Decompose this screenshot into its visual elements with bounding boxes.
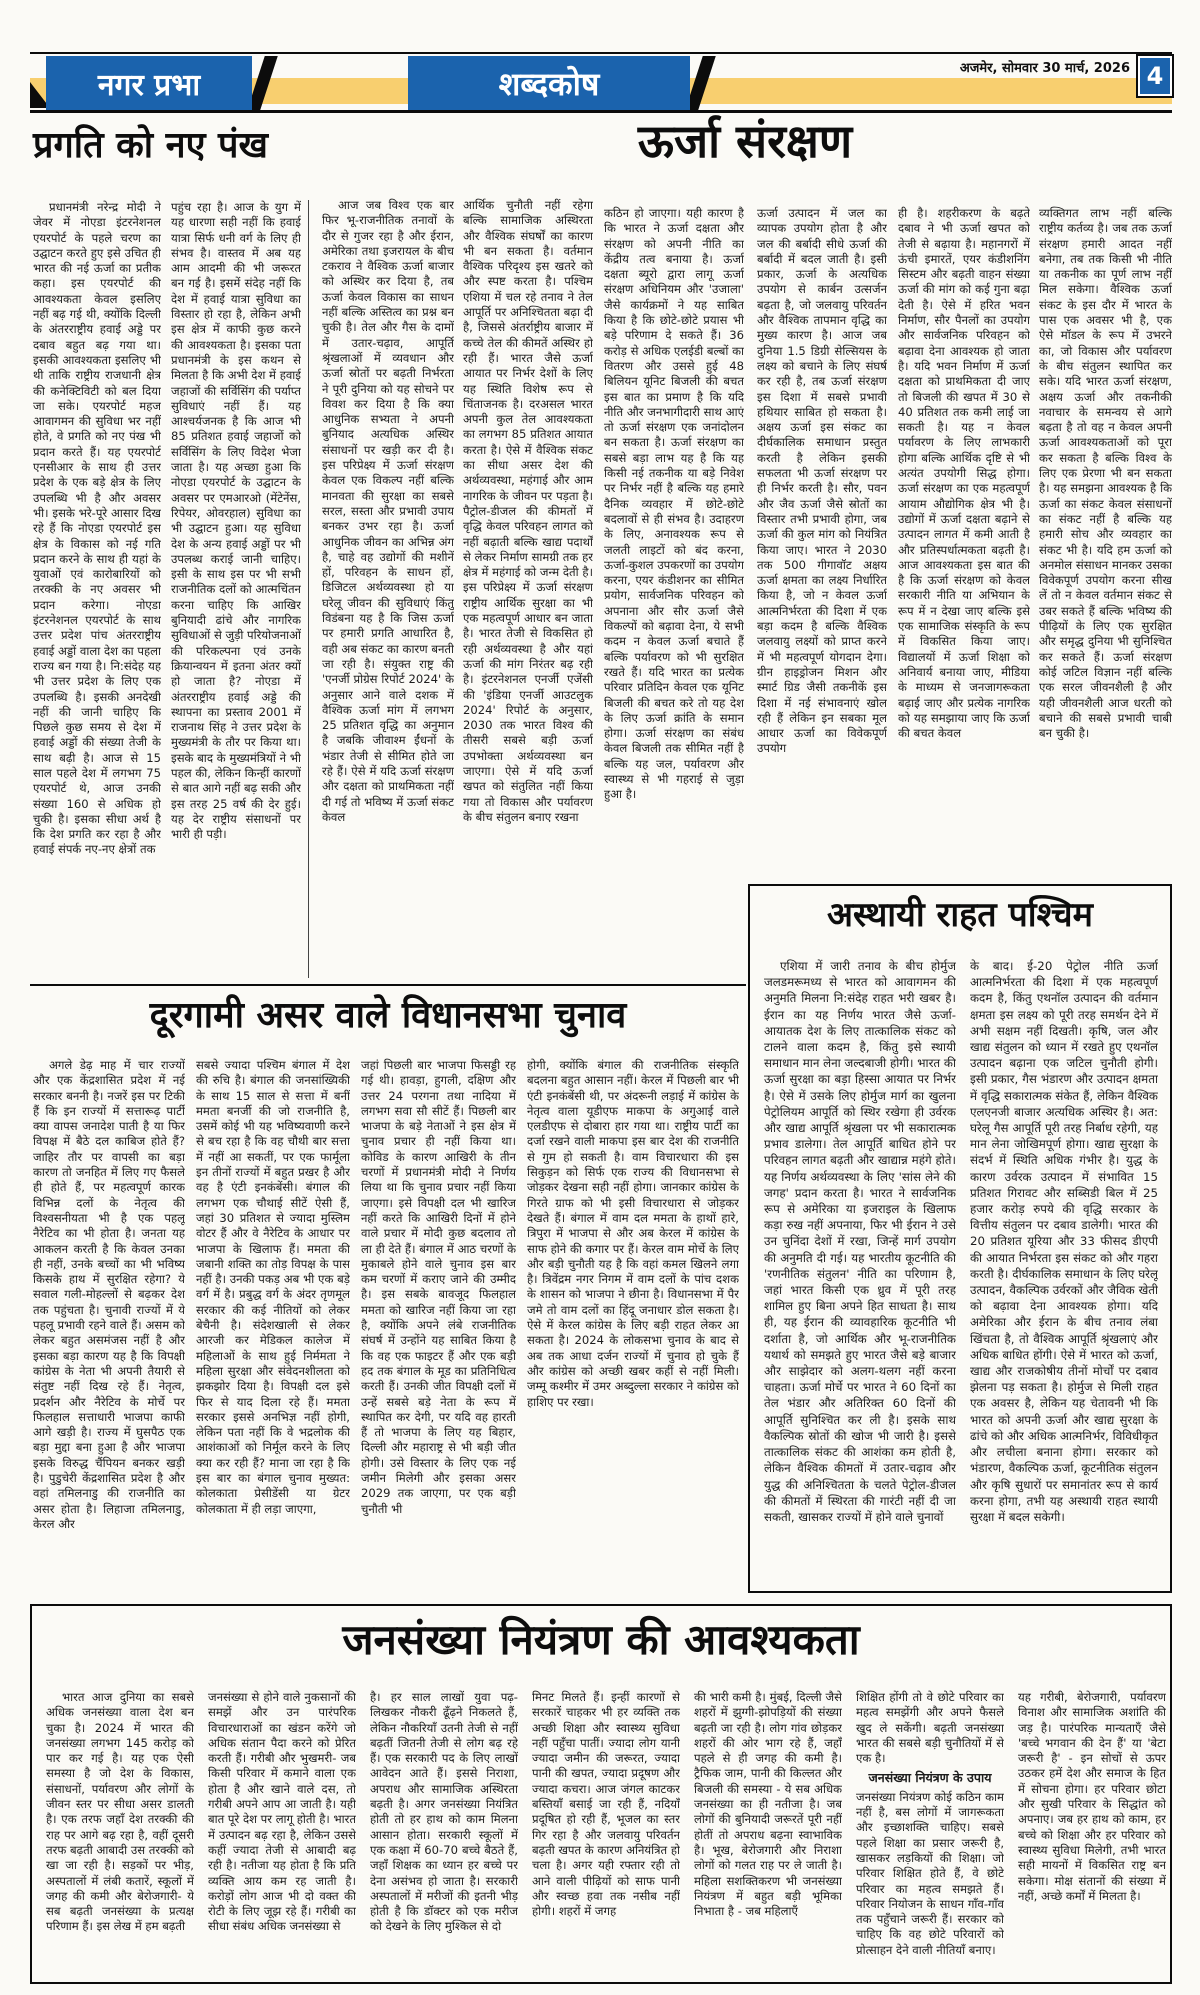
article-column: आर्थिक चुनौती नहीं रहेगा बल्कि सामाजिक अस्थिरता और वैश्विक संघर्षों का कारण भी बन सकता है। वर्तमान वैश्विक परिदृश्य इस खतरे को और स्पष्ट करता है। पश्चिम एशिया में चल रहे तनाव ने तेल आपूर्ति पर अनिश्चितता बढ़ा दी है, जिससे अंतर्राष्ट्रीय बाजार में कच्चे तेल की कीमतें अस्थिर हो रही हैं। भारत जैसे ऊर्जा आयात पर निर्भर देशों के लिए यह स्थिति विशेष रूप से चिंताजनक है। दरअसल भारत अपनी कुल तेल आवश्यकता का लगभग 85 प्रतिशत आयात करता है। ऐसे में वैश्विक संकट का सीधा असर देश की अर्थव्यवस्था, महंगाई और आम नागरिक के जीवन पर पड़ता है। पैट्रोल-डीजल की कीमतों में वृद्धि केवल परिवहन लागत को नहीं बढ़ाती बल्कि खाद्य पदार्थों से लेकर निर्माण सामग्री तक हर क्षेत्र में महंगाई को जन्म देती है। इस परिप्रेक्ष्य में ऊर्जा संरक्षण राष्ट्रीय आर्थिक सुरक्षा का भी एक महत्वपूर्ण आधार बन जाता है। भारत तेजी से विकसित हो रही अर्थव्यवस्था है और यहां ऊर्जा की मांग निरंतर बढ़ रही है। इंटरनेशनल एनर्जी एजेंसी की 'इंडिया एनर्जी आउटलुक 2024' रिपोर्ट के अनुसार, 2030 तक भारत विश्व की तीसरी सबसे बड़ी ऊर्जा उपभोक्ता अर्थव्यवस्था बन जाएगा। ऐसे में यदि ऊर्जा खपत को संतुलित नहीं किया गया तो विकास और पर्यावरण के बीच संतुलन बनाए रखना bbox=[463, 198, 593, 824]
section-title bbox=[408, 56, 690, 110]
article-column: जहां पिछली बार भाजपा फिसड्डी रह गई थी। हावड़ा, हुगली, दक्षिण और उत्तर 24 परगना तथा नादिया में लगभग सवा सौ सीटें हैं। पिछली बार भाजपा के बड़े नेताओं ने इस क्षेत्र में चुनाव प्रचार ही नहीं किया था। कोविड के कारण आखिरी के तीन चरणों में प्रधानमंत्री मोदी ने निर्णय लिया था कि चुनाव प्रचार नहीं किया जाएगा। इसे विपक्षी दल भी खारिज नहीं करते कि आखिरी दिनों में होने वाले प्रचार में मोदी कुछ बदलाव तो ला ही देते हैं। बंगाल में आठ चरणों के मुकाबले होने वाले चुनाव इस बार कम चरणों में कराए जाने की उम्मीद है। इस सबके बावजूद फिलहाल ममता को खारिज नहीं किया जा रहा है, क्योंकि अपने लंबे राजनीतिक संघर्ष में उन्होंने यह साबित किया है कि वह एक फाइटर हैं और एक बड़ी हद तक बंगाल के मूड का प्रतिनिधित्व करती हैं। उनकी जीत विपक्षी दलों में उन्हें सबसे बड़े नेता के रूप में स्थापित कर देगी, पर यदि वह हारती हैं तो भाजपा के लिए यह बिहार, दिल्ली और महाराष्ट्र से भी बड़ी जीत होगी। उसे विस्तार के लिए एक नई जमीन मिलेगी और इसका असर 2029 तक जाएगा, पर एक बड़ी चुनौती भी bbox=[361, 1058, 516, 1516]
header-bottom-rule bbox=[30, 110, 1172, 113]
article-column: अगले डेढ़ माह में चार राज्यों और एक केंद्रशासित प्रदेश में नई सरकार बननी है। नजरें इस पर टिकी हैं कि इन राज्यों में सत्तारूढ़ पार्टी क्या वापस जनादेश पाती है या फिर विपक्ष में बैठे दल काबिज होते हैं? जाहिर तौर पर वापसी का बड़ा कारण तो जनहित में लिए गए फैसले ही होते हैं, पर महत्वपूर्ण कारक विभिन्न दलों के नेतृत्व की विश्वसनीयता भी है एक पहलू नैरेटिव का भी होता है। जनता यह आकलन करती है कि केवल उनका ही नहीं, उनके बच्चों का भी भविष्य किसके हाथ में सुरक्षित रहेगा? ये सवाल गली-मोहल्लों से बढ़कर देश तक पहुंचता है। चुनावी राज्यों में ये पहलू प्रभावी रहने वाले हैं। असम को लेकर बहुत असमंजस नहीं है और इसका बड़ा कारण यह है कि विपक्षी कांग्रेस के नेता भी अपनी तैयारी से संतुष्ट नहीं दिख रहे हैं। नेतृत्व, प्रदर्शन और नैरेटिव के मोर्चे पर फिलहाल सत्ताधारी भाजपा काफी आगे खड़ी है। राज्य में घुसपैठ एक बड़ा मुद्दा बना हुआ है और भाजपा इसके विरुद्ध चैंपियन बनकर खड़ी है। पुडुचेरी केंद्रशासित प्रदेश है और वहां तमिलनाडु की राजनीति का असर होता है। लिहाजा तमिलनाडु, केरल और bbox=[33, 1058, 185, 1531]
article-column: यह गरीबी, बेरोजगारी, पर्यावरण विनाश और सामाजिक अशांति की जड़ है। पारंपरिक मान्यताएँ जैसे 'बच्चे भगवान की देन हैं' या 'बेटा जरूरी है' - इन सोचों से ऊपर उठकर हमें देश और समाज के हित में सोचना होगा। हर परिवार छोटा और सुखी परिवार के सिद्धांत को अपनाए। जब हर हाथ को काम, हर बच्चे को शिक्षा और हर परिवार को स्वास्थ्य सुविधा मिलेगी, तभी भारत सही मायनों में विकसित राष्ट्र बन सकेगा। मोक्ष संतानों की संख्या में नहीं, अच्छे कर्मों में मिलता है। bbox=[1018, 1690, 1166, 1903]
article-jansankhya bbox=[30, 1604, 1172, 1984]
header-top-rule bbox=[30, 52, 1172, 54]
article-durgami-title: दूरगामी असर वाले विधानसभा चुनाव bbox=[149, 995, 627, 1036]
article-column: प्रधानमंत्री नरेन्द्र मोदी ने जेवर में नोएडा इंटरनेशनल एयरपोर्ट के पहले चरण का उद्घाटन करते हुए इसे उचित ही भारत की नई ऊर्जा का प्रतीक कहा। इस एयरपोर्ट की आवश्यकता केवल इसलिए नहीं बढ़ गई थी, क्योंकि दिल्ली के अंतरराष्ट्रीय हवाई अड्डे पर दबाव बहुत बढ़ गया था। इसकी आवश्यकता इसलिए भी थी ताकि राष्ट्रीय राजधानी क्षेत्र की कनेक्टिविटी को बल दिया जा सके। एयरपोर्ट महज आवागमन की सुविधा भर नहीं होते, वे प्रगति को नए पंख भी प्रदान करते हैं। यह एयरपोर्ट एनसीआर के साथ ही उत्तर प्रदेश के एक बड़े क्षेत्र के लिए उपलब्धि भी है और अवसर भी। इसके भरे-पूरे आसार दिख रहे हैं कि नोएडा एयरपोर्ट इस क्षेत्र के विकास को नई गति प्रदान करने के साथ ही यहां के युवाओं एवं कारोबारियों को तरक्की के नए अवसर भी प्रदान करेगा। नोएडा इंटरनेशनल एयरपोर्ट के साथ उत्तर प्रदेश पांच अंतरराष्ट्रीय हवाई अड्डों वाला देश का पहला राज्य बन गया है। नि:संदेह यह भी उत्तर प्रदेश के लिए एक उपलब्धि है। इसकी अनदेखी नहीं की जानी चाहिए कि पिछले कुछ समय से देश में हवाई अड्डों की संख्या तेजी के साथ बढ़ी है। आज से 15 साल पहले देश में लगभग 75 एयरपोर्ट थे, आज उनकी संख्या 160 से अधिक हो चुकी है। इसका सीधा अर्थ है कि देश प्रगति कर रहा है और हवाई संपर्क नए-नए क्षेत्रों तक bbox=[33, 200, 161, 857]
article-column: पहुंच रहा है। आज के युग में यह धारणा सही नहीं कि हवाई यात्रा सिर्फ धनी वर्ग के लिए ही संभव है। वास्तव में अब यह आम आदमी की भी जरूरत बन गई है। इसमें संदेह नहीं कि देश में हवाई यात्रा सुविधा का विस्तार हो रहा है, लेकिन अभी इस क्षेत्र में काफी कुछ करने की आवश्यकता है। इसका पता प्रधानमंत्री के इस कथन से मिलता है कि अभी देश में हवाई जहाजों की सर्विसिंग की पर्याप्त सुविधाएं नहीं हैं। यह आश्चर्यजनक है कि आज भी 85 प्रतिशत हवाई जहाजों को सर्विसिंग के लिए विदेश भेजा जाता है। यह अच्छा हुआ कि नोएडा एयरपोर्ट के उद्घाटन के अवसर पर एमआरओ (मेंटेनेंस, रिपेयर, ओवरहाल) सुविधा का भी उद्घाटन हुआ। यह सुविधा देश के अन्य हवाई अड्डों पर भी उपलब्ध कराई जानी चाहिए। इसी के साथ इस पर भी सभी राजनीतिक दलों को आत्मचिंतन करना चाहिए कि आखिर बुनियादी ढांचे और नागरिक सुविधाओं से जुड़ी परियोजनाओं की परिकल्पना एवं उनके क्रियान्वयन में इतना अंतर क्यों हो जाता है? नोएडा में अंतरराष्ट्रीय हवाई अड्डे की स्थापना का प्रस्ताव 2001 में राजनाथ सिंह ने उत्तर प्रदेश के मुख्यमंत्री के तौर पर किया था। इसके बाद के मुख्यमंत्रियों ने भी पहल की, लेकिन किन्हीं कारणों से बात आगे नहीं बढ़ सकी और इस तरह 25 वर्ष की देर हुई। यह देर राष्ट्रीय संसाधनों पर भारी ही पड़ी। bbox=[171, 200, 301, 842]
dateline-text: अजमेर, सोमवार 30 मार्च, 2026 bbox=[959, 61, 1130, 76]
article-asthayi-title: अस्थायी राहत पश्चिम bbox=[827, 895, 1093, 935]
article-column bbox=[856, 1690, 1004, 1970]
column-divider bbox=[308, 200, 309, 978]
article-column: कठिन हो जाएगा। यही कारण है कि भारत ने ऊर्जा दक्षता और संरक्षण को अपनी नीति का केंद्रीय तत्व बनाया है। ऊर्जा दक्षता ब्यूरो द्वारा लागू ऊर्जा संरक्षण अधिनियम और 'उजाला' जैसे कार्यक्रमों ने यह साबित किया है कि छोटे-छोटे प्रयास भी बड़े परिणाम दे सकते हैं। 36 करोड़ से अधिक एलईडी बल्बों का वितरण और उससे हुई 48 बिलियन यूनिट बिजली की बचत इस बात का प्रमाण है कि यदि नीति और जनभागीदारी साथ आएं तो ऊर्जा संरक्षण एक जनांदोलन बन सकता है। ऊर्जा संरक्षण का सबसे बड़ा लाभ यह है कि यह किसी नई तकनीक या बड़े निवेश पर निर्भर नहीं है बल्कि यह हमारे दैनिक व्यवहार में छोटे-छोटे बदलावों से ही संभव है। उदाहरण के लिए, अनावश्यक रूप से जलती लाइटों को बंद करना, ऊर्जा-कुशल उपकरणों का उपयोग करना, एयर कंडीशनर का सीमित प्रयोग, सार्वजनिक परिवहन को अपनाना और सौर ऊर्जा जैसे विकल्पों को बढ़ावा देना, ये सभी कदम न केवल ऊर्जा बचाते हैं बल्कि पर्यावरण को भी सुरक्षित रखते हैं। यदि भारत का प्रत्येक परिवार प्रतिदिन केवल एक यूनिट बिजली की बचत करे तो यह देश के लिए ऊर्जा क्रांति के समान होगा। ऊर्जा संरक्षण का संबंध केवल बिजली तक सीमित नहीं है बल्कि यह जल, पर्यावरण और स्वास्थ्य से भी गहराई से जुड़ा हुआ है। bbox=[604, 206, 744, 802]
article-column: है। हर साल लाखों युवा पढ़-लिखकर नौकरी ढूँढ़ने निकलते हैं, लेकिन नौकरियाँ उतनी तेजी से नहीं बढ़तीं जितनी तेजी से लोग बढ़ रहे हैं। एक सरकारी पद के लिए लाखों आवेदन आते हैं। इससे निराशा, अपराध और सामाजिक अस्थिरता बढ़ती है। अगर जनसंख्या नियंत्रित होती तो हर हाथ को काम मिलना आसान होता। सरकारी स्कूलों में एक कक्षा में 60-70 बच्चे बैठते हैं, जहाँ शिक्षक का ध्यान हर बच्चे पर देना असंभव हो जाता है। सरकारी अस्पतालों में मरीजों की इतनी भीड़ होती है कि डॉक्टर को एक मरीज को देखने के लिए मुश्किल से दो bbox=[370, 1690, 518, 1934]
article-column: भारत आज दुनिया का सबसे अधिक जनसंख्या वाला देश बन चुका है। 2024 में भारत की जनसंख्या लगभग 145 करोड़ को पार कर गई है। यह एक ऐसी समस्या है जो देश के विकास, संसाधनों, पर्यावरण और लोगों के जीवन स्तर पर सीधा असर डालती है। एक तरफ जहाँ देश तरक्की की राह पर आगे बढ़ रहा है, वहीं दूसरी तरफ बढ़ती आबादी उस तरक्की को खा जा रही है। सड़कों पर भीड़, अस्पतालों में लंबी कतारें, स्कूलों में जगह की कमी और बेरोजगारी- ये सब बढ़ती जनसंख्या के प्रत्यक्ष परिणाम हैं। इस लेख में हम बढ़ती bbox=[46, 1690, 194, 1934]
page-number-badge bbox=[1136, 54, 1174, 98]
article-jansankhya-title: जनसंख्या नियंत्रण की आवश्यकता bbox=[342, 1615, 860, 1664]
article-column: सबसे ज्यादा पश्चिम बंगाल में देश की रुचि है। बंगाल की जनसांख्यिकी के साथ 15 साल से सत्ता में बनीं ममता बनर्जी की जो राजनीति है, उसमें कोई भी यह भविष्यवाणी करने से बच रहा है कि वह चौथी बार सत्ता में नहीं आ सकतीं, पर एक फार्मूला इन तीनों राज्यों में बहुत प्रखर है और वह है एंटी इनकंबेंसी। बंगाल की लगभग एक चौथाई सीटें ऐसी हैं, जहां 30 प्रतिशत से ज्यादा मुस्लिम वोटर हैं और वे नैरेटिव के आधार पर भाजपा के खिलाफ हैं। ममता की जबानी शक्ति का तोड़ विपक्ष के पास नहीं है। उनकी पकड़ अब भी एक बड़े वर्ग में है। प्रबुद्ध वर्ग के अंदर तृणमूल सरकार की कई नीतियों को लेकर बेचैनी है। संदेशखाली से लेकर आरजी कर मेडिकल कालेज में महिलाओं के साथ हुई निर्ममता ने महिला सुरक्षा और संवेदनशीलता को झकझोर दिया है। विपक्षी दल इसे फिर से याद दिला रहे हैं। ममता सरकार इससे अनभिज्ञ नहीं होगी, लेकिन पता नहीं कि वे भद्रलोक की आशंकाओं को निर्मूल करने के लिए क्या कर रही हैं? माना जा रहा है कि इस बार का बंगाल चुनाव मुख्यत: कोलकाता प्रेसीडेंसी या ग्रेटर कोलकाता में ही लड़ा जाएगा, bbox=[196, 1058, 350, 1516]
column-text: शिक्षित होंगी तो वे छोटे परिवार का महत्व समझेंगी और अपने फैसले खुद ले सकेंगी। बढ़ती जनसंख्या भारत की सबसे बड़ी चुनौतियों में से एक है। bbox=[856, 1690, 1004, 1766]
durgami-top-rule bbox=[30, 984, 746, 986]
section-title-text: शब्दकोष bbox=[498, 64, 600, 103]
article-column: ही है। शहरीकरण के बढ़ते दबाव ने भी ऊर्जा खपत को तेजी से बढ़ाया है। महानगरों में ऊंची इमारतें, एयर कंडीशनिंग सिस्टम और बढ़ती वाहन संख्या ऊर्जा की मांग को कई गुना बढ़ा देती है। ऐसे में हरित भवन निर्माण, सौर पैनलों का उपयोग और सार्वजनिक परिवहन को बढ़ावा देना आवश्यक हो जाता है। यदि भवन निर्माण में ऊर्जा दक्षता को प्राथमिकता दी जाए तो बिजली की खपत में 30 से 40 प्रतिशत तक कमी लाई जा सकती है। यह न केवल पर्यावरण के लिए लाभकारी होगा बल्कि आर्थिक दृष्टि से भी अत्यंत उपयोगी सिद्ध होगा। ऊर्जा संरक्षण का एक महत्वपूर्ण आयाम औद्योगिक क्षेत्र भी है। उद्योगों में ऊर्जा दक्षता बढ़ाने से उत्पादन लागत में कमी आती है और प्रतिस्पर्धात्मकता बढ़ती है। आज आवश्यकता इस बात की है कि ऊर्जा संरक्षण को केवल सरकारी नीति या अभियान के रूप में न देखा जाए बल्कि इसे एक सामाजिक संस्कृति के रूप में विकसित किया जाए। विद्यालयों में ऊर्जा शिक्षा को अनिवार्य बनाया जाए, मीडिया के माध्यम से जनजागरूकता बढ़ाई जाए और प्रत्येक नागरिक को यह समझाया जाए कि ऊर्जा की बचत केवल bbox=[898, 206, 1030, 741]
nameplate-text: नगर प्रभा bbox=[97, 67, 201, 103]
article-asthayi bbox=[748, 884, 1172, 1593]
page-number: 4 bbox=[1146, 62, 1164, 90]
article-column: व्यक्तिगत लाभ नहीं बल्कि राष्ट्रीय कर्तव्य है। जब तक ऊर्जा संरक्षण हमारी आदत नहीं बनेगा, तब तक किसी भी नीति या तकनीक का पूर्ण लाभ नहीं मिल सकेगा। वैश्विक ऊर्जा संकट के इस दौर में भारत के पास एक अवसर भी है, एक ऐसे मॉडल के रूप में उभरने का, जो विकास और पर्यावरण के बीच संतुलन स्थापित कर सके। यदि भारत ऊर्जा संरक्षण, अक्षय ऊर्जा और तकनीकी नवाचार के समन्वय से आगे बढ़ता है तो वह न केवल अपनी ऊर्जा आवश्यकताओं को पूरा कर सकता है बल्कि विश्व के लिए एक प्रेरणा भी बन सकता है। यह समझना आवश्यक है कि ऊर्जा का संकट केवल संसाधनों का संकट नहीं है बल्कि यह हमारी सोच और व्यवहार का संकट भी है। यदि हम ऊर्जा को अनमोल संसाधन मानकर उसका विवेकपूर्ण उपयोग करना सीख लें तो न केवल वर्तमान संकट से उबर सकते हैं बल्कि भविष्य की पीढ़ियों के लिए एक सुरक्षित और समृद्ध दुनिया भी सुनिश्चित कर सकते हैं। ऊर्जा संरक्षण कोई जटिल विज्ञान नहीं बल्कि एक सरल जीवनशैली है और यही जीवनशैली आज धरती को बचाने की सबसे प्रभावी चाबी बन चुकी है। bbox=[1039, 206, 1172, 741]
column-text: जनसंख्या नियंत्रण कोई कठिन काम नहीं है, बस लोगों में जागरूकता और इच्छाशक्ति चाहिए। सबसे पहले शिक्षा का प्रसार जरूरी है, खासकर लड़कियों की शिक्षा। जो परिवार शिक्षित होते हैं, वे छोटे परिवार का महत्व समझते हैं। परिवार नियोजन के साधन गाँव-गाँव तक पहुँचाने जरूरी हैं। सरकार को चाहिए कि वह छोटे परिवारों को प्रोत्साहन देने वाली नीतियाँ बनाए। bbox=[856, 1789, 1004, 1957]
article-subhead: जनसंख्या नियंत्रण के उपाय bbox=[868, 1770, 992, 1786]
article-column: जनसंख्या से होने वाले नुकसानों की समझें और उन पारंपरिक विचारधाराओं का खंडन करेंगे जो अधिक संतान पैदा करने को प्रेरित करती हैं। गरीबी और भुखमरी- जब किसी परिवार में कमाने वाला एक होता है और खाने वाले दस, तो गरीबी अपने आप आ जाती है। यही बात पूरे देश पर लागू होती है। भारत में उत्पादन बढ़ रहा है, लेकिन उससे कहीं ज्यादा तेजी से आबादी बढ़ रही है। नतीजा यह होता है कि प्रति व्यक्ति आय कम रह जाती है। करोड़ों लोग आज भी दो वक्त की रोटी के लिए जूझ रहे हैं। गरीबी का सीधा संबंध अधिक जनसंख्या से bbox=[208, 1690, 356, 1934]
article-column: मिनट मिलते हैं। इन्हीं कारणों से सरकारें चाहकर भी हर व्यक्ति तक अच्छी शिक्षा और स्वास्थ्य सुविधा नहीं पहुँचा पातीं। ज्यादा लोग यानी ज्यादा जमीन की जरूरत, ज्यादा पानी की खपत, ज्यादा प्रदूषण और ज्यादा कचरा। आज जंगल काटकर बस्तियाँ बसाई जा रही हैं, नदियाँ प्रदूषित हो रही हैं, भूजल का स्तर गिर रहा है और जलवायु परिवर्तन बढ़ती खपत के कारण अनियंत्रित हो चला है। अगर यही रफ्तार रही तो आने वाली पीढ़ियों को साफ पानी और स्वच्छ हवा तक नसीब नहीं होगी। शहरों में जगह bbox=[532, 1690, 680, 1919]
dateline bbox=[840, 58, 1130, 76]
article-column: की भारी कमी है। मुंबई, दिल्ली जैसे शहरों में झुग्गी-झोपड़ियों की संख्या बढ़ती जा रही है। लोग गांव छोड़कर शहरों की ओर भाग रहे हैं, जहाँ पहले से ही जगह की कमी है। ट्रैफिक जाम, पानी की किल्लत और बिजली की समस्या - ये सब अधिक जनसंख्या का ही नतीजा है। जब लोगों की बुनियादी जरूरतें पूरी नहीं होतीं तो अपराध बढ़ना स्वाभाविक है। भूख, बेरोजगारी और निराशा लोगों को गलत राह पर ले जाती है। महिला सशक्तिकरण भी जनसंख्या नियंत्रण में बहुत बड़ी भूमिका निभाता है - जब महिलाएँ bbox=[694, 1690, 842, 1919]
nameplate bbox=[46, 56, 252, 110]
article-column: के बाद। ई-20 पेट्रोल नीति ऊर्जा आत्मनिर्भरता की दिशा में एक महत्वपूर्ण कदम है, किंतु एथनॉल उत्पादन की वर्तमान क्षमता इस लक्ष्य को पूरी तरह समर्थन देने में अभी सक्षम नहीं दिखती। कृषि, जल और खाद्य संतुलन को ध्यान में रखते हुए एथनॉल उत्पादन बढ़ाना एक जटिल चुनौती होगी। इसी प्रकार, गैस भंडारण और उत्पादन क्षमता में वृद्धि सकारात्मक संकेत हैं, लेकिन वैश्विक एलएनजी बाजार अत्यधिक अस्थिर है। अत: घरेलू गैस आपूर्ति पूरी तरह निर्बाध रहेगी, यह मान लेना जोखिमपूर्ण होगा। खाद्य सुरक्षा के संदर्भ में स्थिति अधिक गंभीर है। युद्ध के कारण उर्वरक उत्पादन में संभावित 15 प्रतिशत गिरावट और सब्सिडी बिल में 25 हजार करोड़ रुपये की वृद्धि सरकार के वित्तीय संतुलन पर दबाव डालेगी। भारत की 20 प्रतिशत यूरिया और 33 फीसद डीएपी की आयात निर्भरता इस संकट को और गहरा करती है। दीर्घकालिक समाधान के लिए घरेलू उत्पादन, वैकल्पिक उर्वरकों और जैविक खेती को बढ़ावा देना आवश्यक होगा। यदि अमेरिका और ईरान के बीच तनाव लंबा खिंचता है, तो वैश्विक आपूर्ति श्रृंखलाएं और अधिक बाधित होंगी। ऐसे में भारत को ऊर्जा, खाद्य और राजकोषीय तीनों मोर्चों पर दबाव झेलना पड़ सकता है। होर्मुज से मिली राहत एक अवसर है, लेकिन यह चेतावनी भी कि भारत को अपनी ऊर्जा और खाद्य सुरक्षा के ढांचे को और अधिक आत्मनिर्भर, विविधीकृत और लचीला बनाना होगा। सरकार को भंडारण, वैकल्पिक ऊर्जा, कूटनीतिक संतुलन और कृषि सुधारों पर समानांतर रूप से कार्य करना होगा, तभी यह अस्थायी राहत स्थायी सुरक्षा में बदल सकेगी। bbox=[970, 959, 1158, 1524]
article-column: होगी, क्योंकि बंगाल की राजनीतिक संस्कृति बदलना बहुत आसान नहीं। केरल में पिछली बार भी एंटी इनकंबेंसी थी, पर अंदरूनी लड़ाई में कांग्रेस के नेतृत्व वाला यूडीएफ माकपा के अगुआई वाले एलडीएफ से दोबारा हार गया था। राष्ट्रीय पार्टी का दर्जा रखने वाली माकपा इस बार देश की राजनीति से गुम हो सकती है। वाम विचारधारा की इस सिकुड़न को सिर्फ एक राज्य की विधानसभा से जोड़कर देखना सही नहीं होगा। जानकार कांग्रेस के गिरते ग्राफ को भी इसी विचारधारा से जोड़कर देखते हैं। बंगाल में वाम दल ममता के हाथों हारे, त्रिपुरा में भाजपा से और अब केरल में कांग्रेस के साफ होने की कगार पर हैं। केरल वाम मोर्चे के लिए और बड़ी चुनौती यह है कि वहां कमल खिलने लगा है। त्रिवेंद्रम नगर निगम में वाम दलों के पांच दशक के शासन को भाजपा ने छीना है। विधानसभा में पैर जमे तो वाम दलों का हिंदू जनाधार डोल सकता है। ऐसे में केरल कांग्रेस के लिए बड़ी राहत लेकर आ सकता है। 2024 के लोकसभा चुनाव के बाद से अब तक आधा दर्जन राज्यों में चुनाव हो चुके हैं और कांग्रेस को अच्छी खबर कहीं से नहीं मिली। जम्मू कश्मीर में उमर अब्दुल्ला सरकार ने कांग्रेस को हाशिए पर रखा। bbox=[527, 1058, 739, 1409]
article-column: आज जब विश्व एक बार फिर भू-राजनीतिक तनावों के दौर से गुजर रहा है और ईरान, अमेरिका तथा इजरायल के बीच टकराव ने वैश्विक ऊर्जा बाजार को अस्थिर कर दिया है, तब ऊर्जा केवल विकास का साधन नहीं बल्कि अस्तित्व का प्रश्न बन चुकी है। तेल और गैस के दामों में उतार-चढ़ाव, आपूर्ति श्रृंखलाओं में व्यवधान और ऊर्जा स्रोतों पर बढ़ती निर्भरता ने पूरी दुनिया को यह सोचने पर विवश कर दिया है कि क्या आधुनिक सभ्यता ने अपनी बुनियाद अत्यधिक अस्थिर संसाधनों पर खड़ी कर दी है। इस परिप्रेक्ष्य में ऊर्जा संरक्षण केवल एक विकल्प नहीं बल्कि मानवता की सुरक्षा का सबसे सरल, सस्ता और प्रभावी उपाय बनकर उभर रहा है। ऊर्जा आधुनिक जीवन का अभिन्न अंग है, चाहे वह उद्योगों की मशीनें हों, परिवहन के साधन हों, डिजिटल अर्थव्यवस्था हो या घरेलू जीवन की सुविधाएं किंतु विडंबना यह है कि जिस ऊर्जा पर हमारी प्रगति आधारित है, वही अब संकट का कारण बनती जा रही है। संयुक्त राष्ट्र की 'एनर्जी प्रोग्रेस रिपोर्ट 2024' के अनुसार आने वाले दशक में वैश्विक ऊर्जा मांग में लगभग 25 प्रतिशत वृद्धि का अनुमान है जबकि जीवाश्म ईंधनों के भंडार तेजी से सीमित होते जा रहे हैं। ऐसे में यदि ऊर्जा संरक्षण और दक्षता को प्राथमिकता नहीं दी गई तो भविष्य में ऊर्जा संकट केवल bbox=[322, 198, 454, 824]
article-column: एशिया में जारी तनाव के बीच होर्मुज जलडमरूमध्य से भारत को आवागमन की अनुमति मिलना नि:संदेह राहत भरी खबर है। ईरान का यह निर्णय भारत जैसे ऊर्जा-आयातक देश के लिए तात्कालिक संकट को टालने वाला कदम है, किंतु इसे स्थायी समाधान मान लेना जल्दबाजी होगी। भारत की ऊर्जा सुरक्षा का बड़ा हिस्सा आयात पर निर्भर है। ऐसे में उसके लिए होर्मुज मार्ग का खुलना पेट्रोलियम आपूर्ति को स्थिर रखेगा ही उर्वरक और खाद्य आपूर्ति श्रृंखला पर भी सकारात्मक प्रभाव डालेगा। तेल आपूर्ति बाधित होने पर परिवहन लागत बढ़ती और खाद्यान्न महंगे होते। यह निर्णय अर्थव्यवस्था के लिए 'सांस लेने की जगह' प्रदान करता है। भारत ने सार्वजनिक रूप से अमेरिका या इजराइल के खिलाफ कड़ा रुख नहीं अपनाया, फिर भी ईरान ने उसे उन चुनिंदा देशों में रखा, जिन्हें मार्ग उपयोग की अनुमति दी गई। यह भारतीय कूटनीति की 'रणनीतिक संतुलन' नीति का परिणाम है, जहां भारत किसी एक ध्रुव में पूरी तरह शामिल हुए बिना अपने हित साधता है। साथ ही, यह ईरान की व्यावहारिक कूटनीति भी दर्शाता है, जो आर्थिक और भू-राजनीतिक यथार्थ को समझते हुए भारत जैसे बड़े बाजार और साझेदार को अलग-थलग नहीं करना चाहता। ऊर्जा मोर्चे पर भारत ने 60 दिनों का तेल भंडार और अतिरिक्त 60 दिनों की आपूर्ति सुनिश्चित कर ली है। इसके साथ वैकल्पिक स्रोतों की खोज भी जारी है। इससे तात्कालिक संकट की आशंका कम होती है, लेकिन वैश्विक कीमतों में उतार-चढ़ाव और युद्ध की अनिश्चितता के चलते पेट्रोल-डीजल की कीमतों में स्थिरता की गारंटी नहीं दी जा सकती, खासकर राज्यों में होने वाले चुनावों bbox=[764, 959, 956, 1524]
article-pragati-title: प्रगति को नए पंख bbox=[33, 125, 268, 166]
article-column: ऊर्जा उत्पादन में जल का व्यापक उपयोग होता है और जल की बर्बादी सीधे ऊर्जा की बर्बादी में बदल जाती है। इसी प्रकार, ऊर्जा के अत्यधिक उपयोग से कार्बन उत्सर्जन बढ़ता है, जो जलवायु परिवर्तन और वैश्विक तापमान वृद्धि का मुख्य कारण है। आज जब दुनिया 1.5 डिग्री सेल्सियस के लक्ष्य को बचाने के लिए संघर्ष कर रही है, तब ऊर्जा संरक्षण इस दिशा में सबसे प्रभावी हथियार साबित हो सकता है। अक्षय ऊर्जा इस संकट का दीर्घकालिक समाधान प्रस्तुत करती है लेकिन इसकी सफलता भी ऊर्जा संरक्षण पर ही निर्भर करती है। सौर, पवन और जैव ऊर्जा जैसे स्रोतों का विस्तार तभी प्रभावी होगा, जब ऊर्जा की कुल मांग को नियंत्रित किया जाए। भारत ने 2030 तक 500 गीगावॉट अक्षय ऊर्जा क्षमता का लक्ष्य निर्धारित किया है, जो न केवल ऊर्जा आत्मनिर्भरता की दिशा में एक बड़ा कदम है बल्कि वैश्विक जलवायु लक्ष्यों को प्राप्त करने में भी महत्वपूर्ण योगदान देगा। ग्रीन हाइड्रोजन मिशन और स्मार्ट ग्रिड जैसी तकनीकें इस दिशा में नई संभावनाएं खोल रही हैं लेकिन इन सबका मूल आधार ऊर्जा का विवेकपूर्ण उपयोग bbox=[757, 206, 887, 756]
article-urja-title: ऊर्जा संरक्षण bbox=[637, 114, 853, 168]
